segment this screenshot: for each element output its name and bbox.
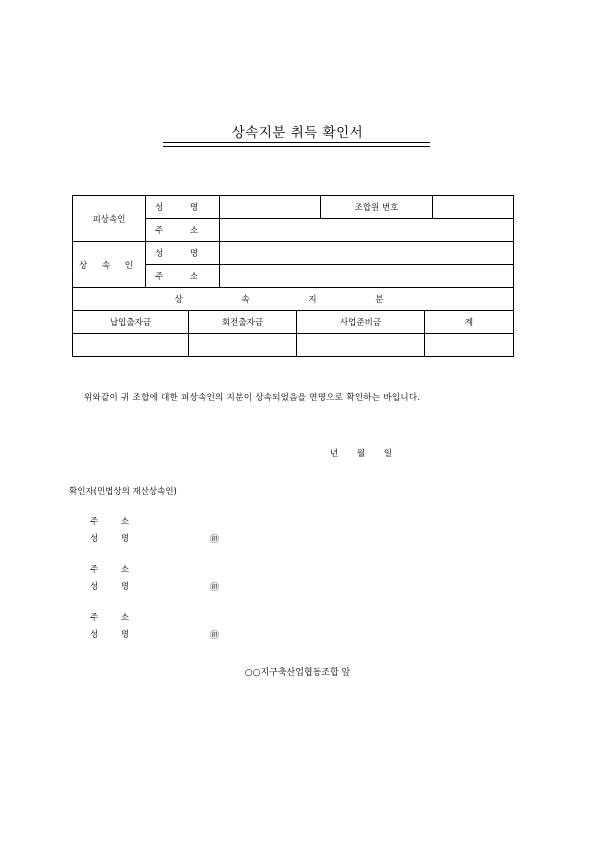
signer-2-seal-mark: ㊞ (210, 583, 220, 593)
signer-1-name-label: 성 명 (90, 534, 140, 544)
addressee-line: ○○지구축산업협동조합 앞 (244, 668, 351, 678)
column-revolving-capital: 회전출자금 (189, 311, 297, 334)
total-field[interactable] (425, 334, 514, 357)
title-underline-top (163, 142, 430, 143)
signer-2-address-label: 주 소 (90, 565, 140, 575)
business-reserve-field[interactable] (297, 334, 425, 357)
confirmer-label: 확인자(민법상의 재산상속인) (69, 487, 177, 497)
signer-1-seal-mark: ㊞ (210, 535, 220, 545)
date-line: 년 월 일 (330, 449, 393, 459)
inheritance-share-header: 상 속 지 분 (73, 288, 514, 311)
decedent-address-field[interactable] (220, 219, 514, 242)
decedent-address-label: 주 소 (146, 219, 220, 242)
signer-1-address-label: 주 소 (90, 517, 140, 527)
column-paid-in-capital: 납입출자금 (73, 311, 189, 334)
heir-label: 상 속 인 (73, 242, 146, 288)
signer-3-seal-mark: ㊞ (210, 631, 220, 641)
heir-name-field[interactable] (220, 242, 514, 265)
paid-in-capital-field[interactable] (73, 334, 189, 357)
heir-name-label: 성 명 (146, 242, 220, 265)
heir-address-field[interactable] (220, 265, 514, 288)
member-number-label: 조합원 번호 (321, 196, 433, 219)
inheritance-form-table (72, 195, 514, 357)
column-business-reserve: 사업준비금 (297, 311, 425, 334)
member-number-field[interactable] (433, 196, 514, 219)
decedent-name-field[interactable] (220, 196, 321, 219)
heir-address-label: 주 소 (146, 265, 220, 288)
signer-3-address-label: 주 소 (90, 613, 140, 623)
signer-3-name-label: 성 명 (90, 630, 140, 640)
decedent-label: 피상속인 (73, 196, 146, 242)
decedent-name-label: 성 명 (146, 196, 220, 219)
confirmation-statement: 위와같이 귀 조합에 대한 피상속인의 지분이 상속되었음을 연명으로 확인하는 바입니다. (84, 393, 421, 403)
column-total: 계 (425, 311, 514, 334)
title-underline-bottom (163, 146, 430, 147)
revolving-capital-field[interactable] (189, 334, 297, 357)
document-title: 상속지분 취득 확인서 (231, 125, 364, 141)
signer-2-name-label: 성 명 (90, 582, 140, 592)
